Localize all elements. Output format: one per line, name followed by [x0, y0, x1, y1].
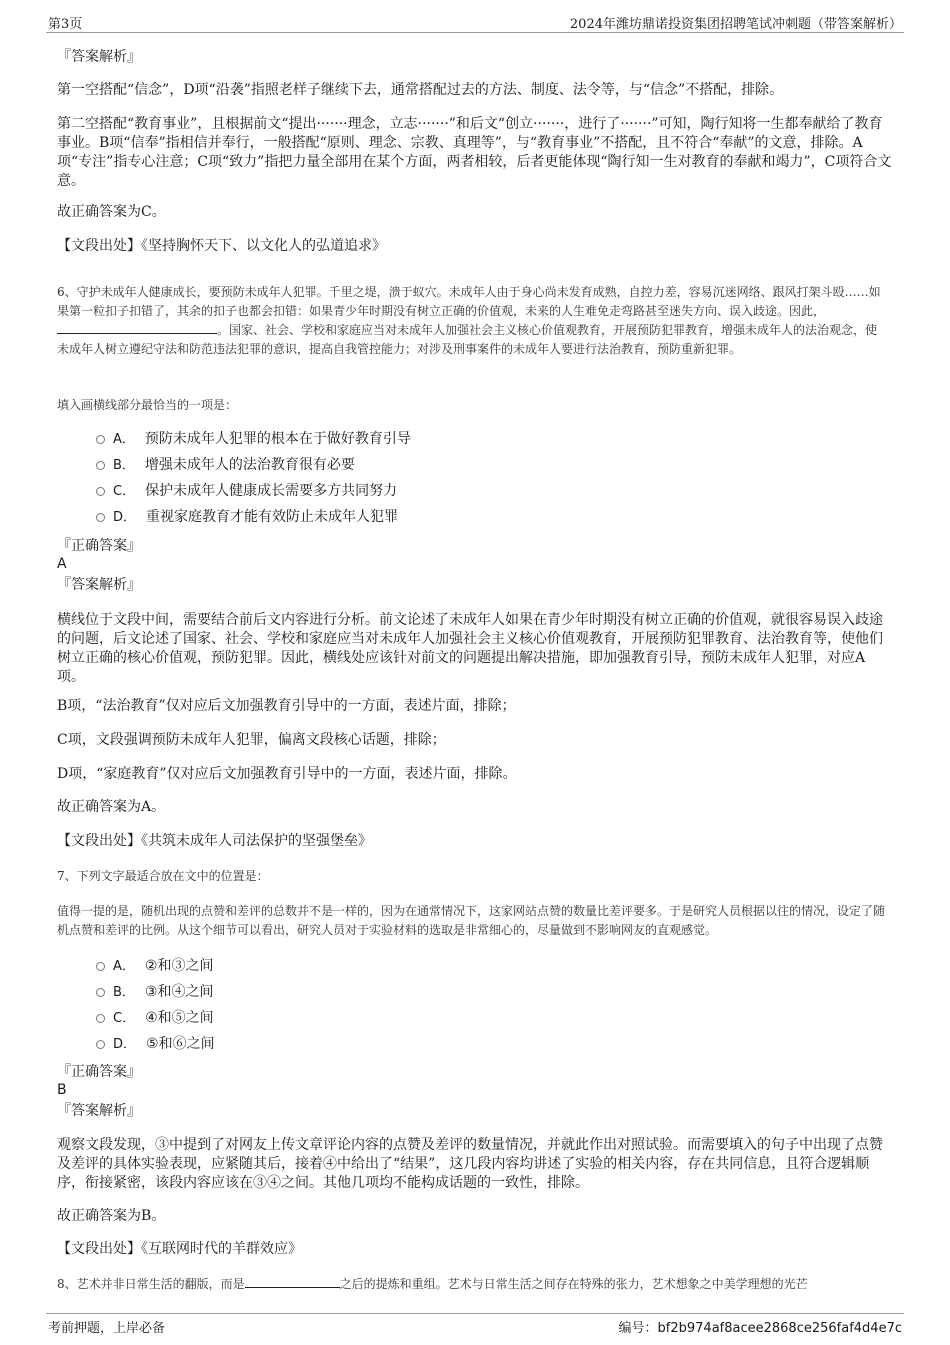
analysis-paragraph: 观察文段发现，③中提到了对网友上传文章评论内容的点赞及差评的数量情况，并就此作出对照试验。而需要填入的句子中出现了点赞及差评的具体实验表现，应紧随其后，接着④中给出了“结果”，这几段内容均讲述了实验的相关内容，存在共同信息，且符合逻辑顺序，衔接紧密，该段内容应该在③④之间。其他几项均不能构成话题的一致性，排除。	[57, 1137, 883, 1191]
option-c[interactable]: C． ④和⑤之间	[96, 1009, 214, 1028]
source-citation: 【文段出处】《互联网时代的羊群效应》	[57, 1241, 302, 1257]
conclusion: 故正确答案为C。	[57, 204, 166, 220]
analysis-paragraph: C项，文段强调预防未成年人犯罪，偏离文段核心话题，排除；	[57, 732, 446, 748]
correct-answer: A	[57, 556, 67, 572]
option-c[interactable]: C． 保护未成年人健康成长需要多方共同努力	[96, 482, 397, 501]
radio-icon[interactable]	[96, 461, 105, 470]
source-citation: 【文段出处】《共筑未成年人司法保护的坚强堡垒》	[57, 833, 372, 849]
radio-icon[interactable]	[96, 988, 105, 997]
page-footer	[46, 1313, 904, 1336]
correct-answer-label: 『正确答案』	[57, 538, 141, 554]
analysis-label: 『答案解析』	[57, 1103, 141, 1119]
source-citation: 【文段出处】《坚持胸怀天下、以文化人的弘道追求》	[57, 238, 386, 254]
analysis-paragraph: D项，“家庭教育”仅对应后文加强教育引导中的一方面，表述片面，排除。	[57, 766, 517, 782]
analysis-label: 『答案解析』	[57, 49, 141, 65]
fill-blank	[245, 1275, 340, 1288]
radio-icon[interactable]	[96, 1014, 105, 1023]
radio-icon[interactable]	[96, 962, 105, 971]
page-header	[46, 10, 904, 33]
option-d[interactable]: D． ⑤和⑥之间	[96, 1035, 215, 1054]
radio-icon[interactable]	[96, 513, 105, 522]
analysis-paragraph: B项，“法治教育”仅对应后文加强教育引导中的一方面，表述片面，排除；	[57, 698, 516, 714]
correct-answer: B	[57, 1082, 67, 1098]
conclusion: 故正确答案为B。	[57, 1208, 166, 1224]
document-title: 2024年潍坊鼎诺投资集团招聘笔试冲刺题（带答案解析）	[569, 17, 902, 32]
conclusion: 故正确答案为A。	[57, 799, 166, 815]
analysis-paragraph: 第一空搭配“信念”，D项“沿袭”指照老样子继续下去，通常搭配过去的方法、制度、法令等，与“信念”不搭配，排除。	[57, 82, 784, 98]
radio-icon[interactable]	[96, 487, 105, 496]
analysis-paragraph: 第二空搭配“教育事业”，且根据前文“提出·······理念，立志·······”和后文“创立·······，进行了·······”可知，陶行知将一生都奉献给了教育事业。B项“信奉”指相信并奉行，一般搭配“原则、理念、宗教、真理等”，与“教育事业”不搭配，且不符合“奉献”的文意，排除。A项“专注”指专心注意；C项“致力”指把力量全部用在某个方面，两者相较，后者更能体现“陶行知一生对教育的奉献和竭力”，C项符合文意。	[57, 116, 892, 189]
question-7-stem: 7、下列文字最适合放在文中的位置是：	[57, 869, 269, 883]
option-d[interactable]: D． 重视家庭教育才能有效防止未成年人犯罪	[96, 508, 398, 527]
analysis-paragraph: 横线位于文段中间，需要结合前后文内容进行分析。前文论述了未成年人如果在青少年时期没有树立正确的价值观，就很容易误入歧途的问题，后文论述了国家、社会、学校和家庭应当对未成年人加强社会主义核心价值观教育，开展预防犯罪教育、法治教育等，使他们树立正确的核心价值观，预防犯罪。因此，横线处应该针对前文的问题提出解决措施，即加强教育引导，预防未成年人犯罪，对应A项。	[57, 612, 883, 685]
analysis-label: 『答案解析』	[57, 577, 141, 593]
question-6-text: 6、守护未成年人健康成长，要预防未成年人犯罪。千里之堤，溃于蚁穴。未成年人由于身心尚未发育成熟，自控力差，容易沉迷网络、跟风打架斗殴……如果第一粒扣子扣错了，其余的扣子也都会扣错：如果青少年时期没有树立正确的价值观，未来的人生难免走弯路甚至迷失方向、误入歧途。因此，。国家、社会、学校和家庭应当对未成年人加强社会主义核心价值观教育，开展预防犯罪教育，增强未成年人的法治观念，使未成年人树立遵纪守法和防范违法犯罪的意识，提高自我管控能力；对涉及刑事案件的未成年人要进行法治教育，预防重新犯罪。	[57, 285, 881, 356]
footer-slogan: 考前押题，上岸必备	[48, 1321, 166, 1336]
option-a[interactable]: A． 预防未成年人犯罪的根本在于做好教育引导	[96, 430, 411, 449]
option-b[interactable]: B． ③和④之间	[96, 983, 213, 1002]
page-number: 第3页	[48, 17, 83, 32]
correct-answer-label: 『正确答案』	[57, 1064, 141, 1080]
document-code: 编号：bf2b974af8acee2868ce256faf4d4e7c	[618, 1321, 902, 1336]
radio-icon[interactable]	[96, 435, 105, 444]
question-7-text: 值得一提的是，随机出现的点赞和差评的总数并不是一样的，因为在通常情况下，这家网站点赞的数量比差评要多。于是研究人员根据以往的情况，设定了随机点赞和差评的比例。从这个细节可以看出，研究人员对于实验材料的选取是非常细心的，尽量做到不影响网友的直观感觉。	[57, 904, 886, 937]
fill-blank	[57, 321, 217, 334]
option-a[interactable]: A． ②和③之间	[96, 957, 213, 976]
option-b[interactable]: B． 增强未成年人的法治教育很有必要	[96, 456, 355, 475]
question-6-prompt: 填入画横线部分最恰当的一项是：	[57, 398, 238, 412]
question-8-text: 8、艺术并非日常生活的翻版，而是 之后的提炼和重组。艺术与日常生活之间存在特殊的张力，艺术想象之中美学理想的光芒	[57, 1277, 808, 1291]
radio-icon[interactable]	[96, 1040, 105, 1049]
